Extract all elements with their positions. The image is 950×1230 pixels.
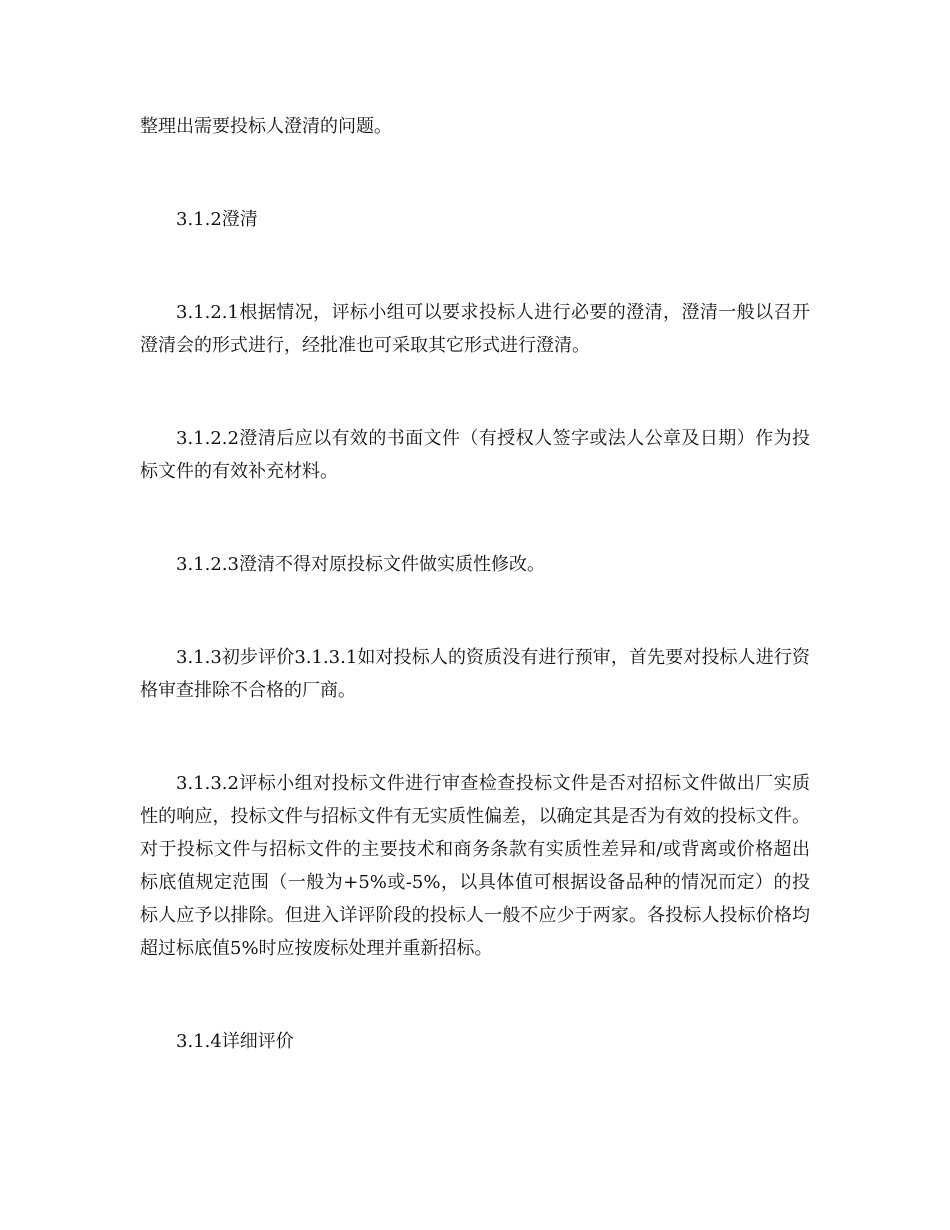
section-heading-3-1-4: 3.1.4详细评价 (176, 1031, 294, 1052)
paragraph-3-1-3: 3.1.3初步评价3.1.3.1如对投标人的资质没有进行预审，首先要对投标人进行资格审查排除不合格的厂商。 (140, 647, 810, 701)
document-body (140, 110, 810, 1118)
section-heading-3-1-2: 3.1.2澄清 (176, 209, 258, 230)
paragraph-3-1-2-3: 3.1.2.3澄清不得对原投标文件做实质性修改。 (176, 554, 545, 575)
paragraph-3-1-2-2: 3.1.2.2澄清后应以有效的书面文件（有授权人签字或法人公章及日期）作为投标文件的有效补充材料。 (140, 428, 810, 482)
paragraph-clarification-issues: 整理出需要投标人澄清的问题。 (140, 116, 392, 137)
paragraph-3-1-2-1: 3.1.2.1根据情况，评标小组可以要求投标人进行必要的澄清，澄清一般以召开澄清会的形式进行，经批准也可采取其它形式进行澄清。 (140, 302, 810, 356)
paragraph-3-1-3-2: 3.1.3.2评标小组对投标文件进行审查检查投标文件是否对招标文件做出厂实质性的响应，投标文件与招标文件有无实质性偏差，以确定其是否为有效的投标文件。对于投标文件与招标文件的主要技术和商务条款有实质性差异和/或背离或价格超出标底值规定范围（一般为+5%或-5%，以具体值可根据设备品种的情况而定）的投标人应予以排除。但进入详评阶段的投标人一般不应少于两家。各投标人投标价格均超过标底值5%时应按废标处理并重新招标。 (140, 773, 810, 959)
